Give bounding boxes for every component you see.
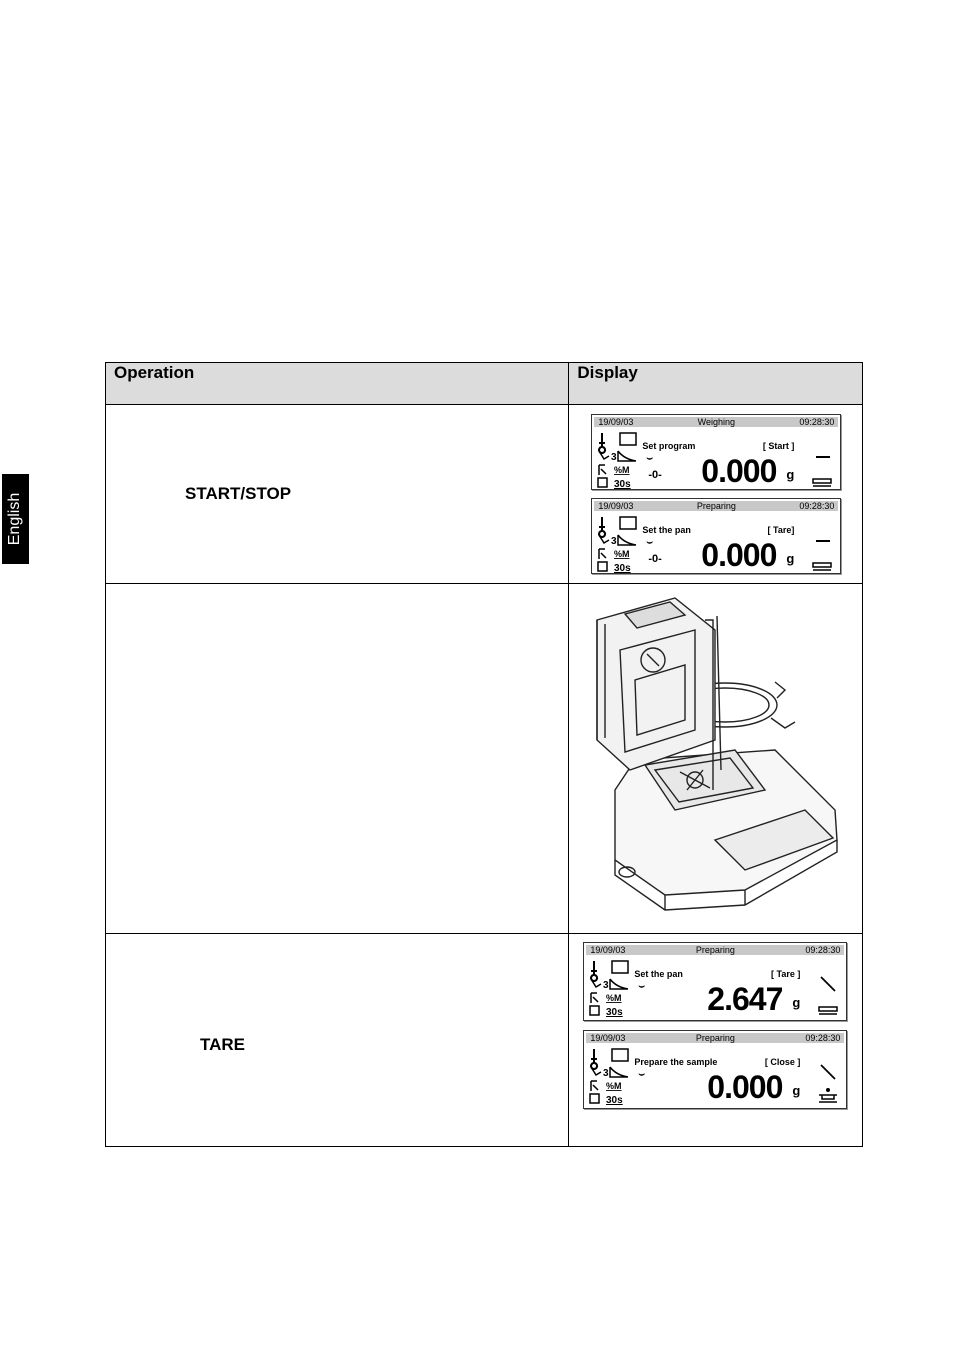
svg-text:30s: 30s bbox=[614, 563, 632, 573]
lcd-program-icons bbox=[588, 957, 632, 1017]
svg-text:30s: 30s bbox=[606, 1007, 624, 1017]
tare-key-label: TARE bbox=[200, 1035, 246, 1054]
lcd-weight-value: 0.000 bbox=[701, 537, 777, 573]
language-tab bbox=[2, 474, 29, 564]
stability-icon: ⌣ bbox=[646, 453, 653, 464]
pan-icon bbox=[818, 963, 838, 1017]
lcd-weight-value: 0.000 bbox=[701, 453, 777, 489]
lcd-message: Prepare the sample bbox=[634, 1057, 718, 1067]
lcd-date: 19/09/03 bbox=[590, 945, 626, 955]
lcd-status-bar bbox=[594, 417, 838, 427]
lcd-date: 19/09/03 bbox=[598, 501, 634, 511]
svg-text:3: 3 bbox=[611, 452, 617, 463]
start-stop-key-label: START/STOP bbox=[185, 484, 292, 503]
lcd-time: 09:28:30 bbox=[799, 501, 835, 511]
lcd-program-icons bbox=[588, 1045, 632, 1105]
operation-cell bbox=[106, 405, 569, 584]
lcd-date: 19/09/03 bbox=[590, 1033, 626, 1043]
svg-text:3: 3 bbox=[611, 536, 617, 547]
lcd-weight-value: 2.647 bbox=[707, 981, 783, 1017]
lcd-weight-value: 0.000 bbox=[707, 1069, 783, 1105]
moisture-analyzer-open-lid-illustration bbox=[575, 590, 847, 920]
operation-table bbox=[105, 362, 863, 1147]
table-row bbox=[106, 584, 863, 934]
operation-cell bbox=[106, 934, 569, 1147]
lcd-display bbox=[591, 414, 841, 490]
stability-icon: ⌣ bbox=[638, 981, 645, 992]
lcd-mode: Preparing bbox=[696, 501, 736, 511]
table-row bbox=[106, 405, 863, 584]
pan-icon bbox=[812, 435, 832, 489]
lcd-status-bar bbox=[586, 945, 844, 955]
pan-icon bbox=[812, 519, 832, 573]
lcd-time: 09:28:30 bbox=[799, 417, 835, 427]
lcd-mode: Preparing bbox=[695, 1033, 735, 1043]
lcd-display bbox=[591, 498, 841, 574]
lcd-time: 09:28:30 bbox=[805, 945, 841, 955]
table-row bbox=[106, 934, 863, 1147]
lcd-action: [ Start ] bbox=[762, 441, 795, 451]
svg-text:%M: %M bbox=[606, 993, 622, 1003]
svg-text:3: 3 bbox=[603, 980, 609, 991]
lcd-program-icons bbox=[596, 429, 640, 489]
svg-text:%M: %M bbox=[614, 549, 630, 559]
lcd-zero-indicator: -0- bbox=[648, 553, 662, 565]
language-tab-label: English bbox=[6, 492, 24, 546]
svg-text:3: 3 bbox=[603, 1068, 609, 1079]
display-cell bbox=[569, 405, 863, 584]
lcd-status-bar bbox=[586, 1033, 844, 1043]
header-operation: Operation bbox=[106, 363, 569, 405]
display-cell bbox=[569, 584, 863, 934]
header-display: Display bbox=[569, 363, 863, 405]
lcd-weight-unit: g bbox=[792, 1083, 801, 1098]
lcd-display bbox=[583, 1030, 847, 1109]
lcd-message: Set the pan bbox=[634, 969, 683, 979]
lcd-display bbox=[583, 942, 847, 1021]
lcd-action: [ Tare] bbox=[767, 525, 795, 535]
operation-cell bbox=[106, 584, 569, 934]
svg-text:%M: %M bbox=[606, 1081, 622, 1091]
svg-text:30s: 30s bbox=[614, 479, 632, 489]
lcd-message: Set the pan bbox=[642, 525, 691, 535]
svg-text:30s: 30s bbox=[606, 1095, 624, 1105]
stability-icon: ⌣ bbox=[646, 537, 653, 548]
display-cell bbox=[569, 934, 863, 1147]
sample-on-pan-icon bbox=[818, 1051, 838, 1105]
lcd-date: 19/09/03 bbox=[598, 417, 634, 427]
lcd-zero-indicator: -0- bbox=[648, 469, 662, 481]
stability-icon: ⌣ bbox=[638, 1069, 645, 1080]
lcd-mode: Weighing bbox=[697, 417, 736, 427]
svg-text:%M: %M bbox=[614, 465, 630, 475]
lcd-status-bar bbox=[594, 501, 838, 511]
lcd-weight-unit: g bbox=[792, 995, 801, 1010]
table-header-row bbox=[106, 363, 863, 405]
lcd-program-icons bbox=[596, 513, 640, 573]
lcd-weight-unit: g bbox=[786, 551, 795, 566]
lcd-time: 09:28:30 bbox=[805, 1033, 841, 1043]
lcd-mode: Preparing bbox=[695, 945, 735, 955]
lcd-action: [ Close ] bbox=[764, 1057, 801, 1067]
lcd-message: Set program bbox=[642, 441, 696, 451]
lcd-weight-unit: g bbox=[786, 467, 795, 482]
lcd-action: [ Tare ] bbox=[771, 969, 801, 979]
